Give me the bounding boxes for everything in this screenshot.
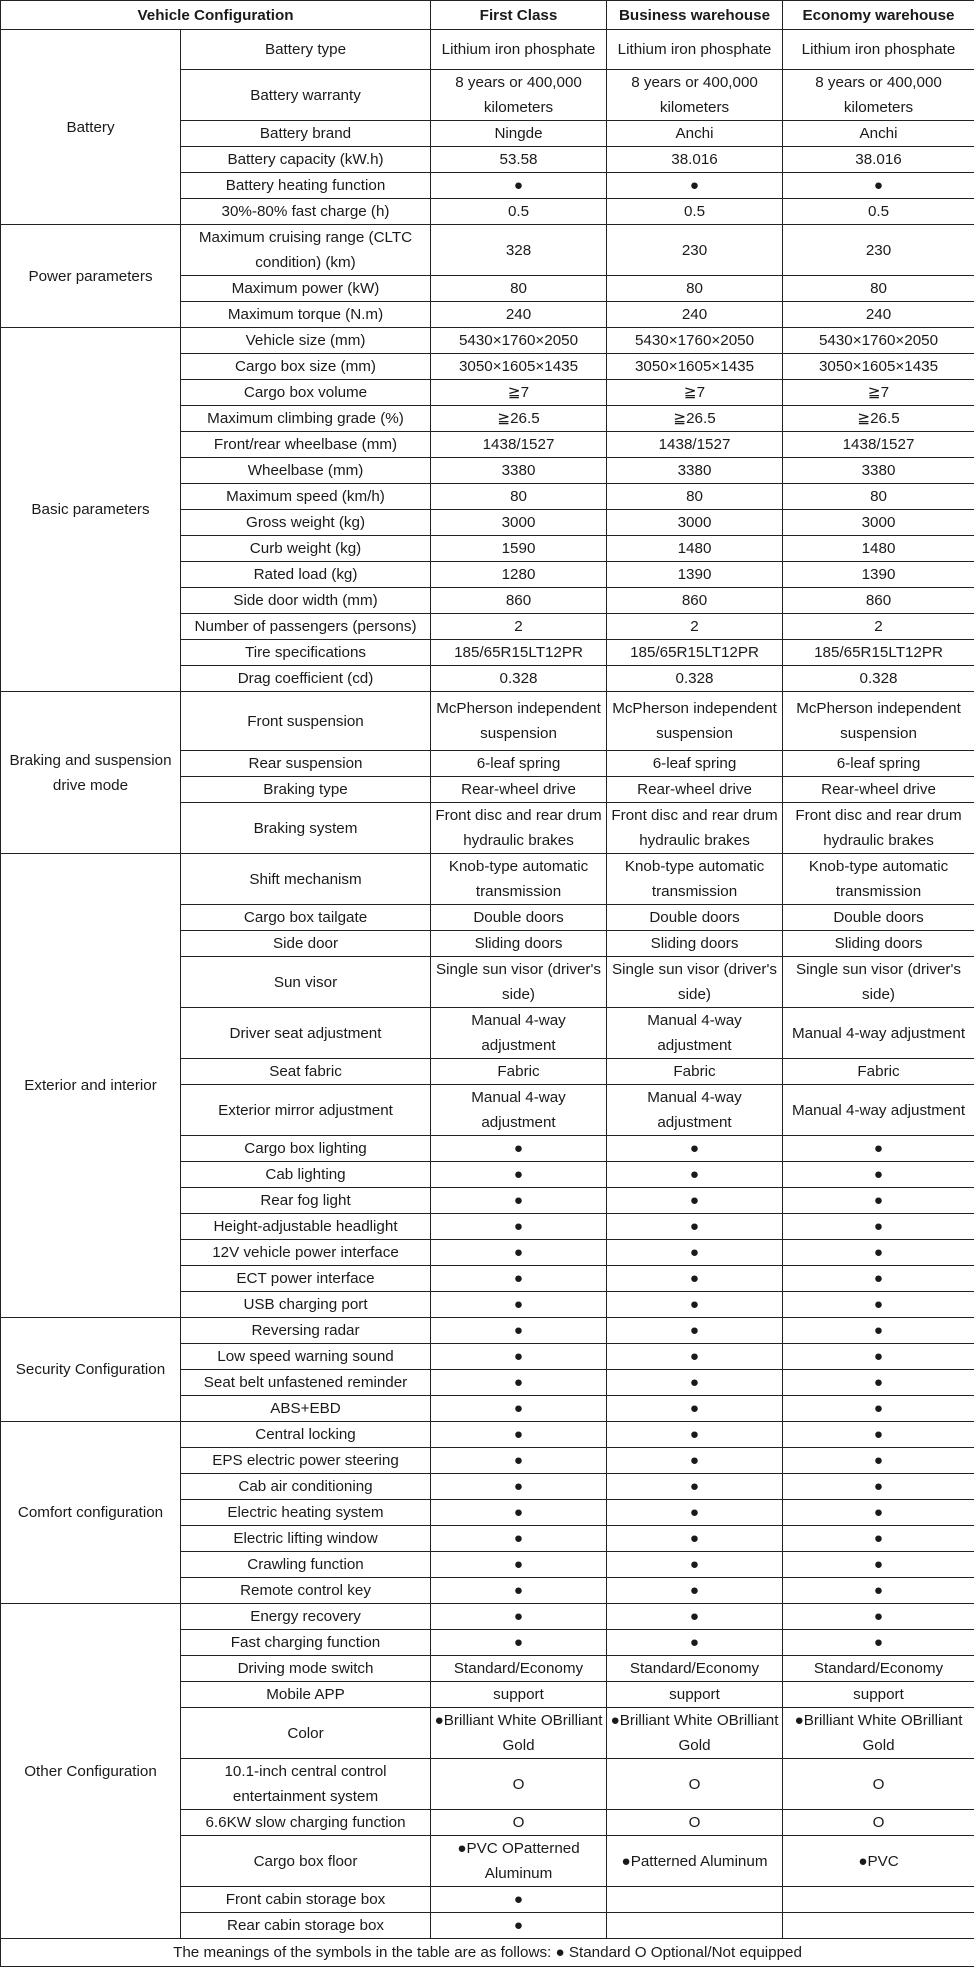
spec-value-economy: ≧7 xyxy=(783,380,974,406)
spec-value-first-class: 860 xyxy=(431,588,607,614)
spec-value-business: 1438/1527 xyxy=(607,432,783,458)
spec-label: Vehicle size (mm) xyxy=(181,328,431,354)
spec-value-business: O xyxy=(607,1759,783,1810)
spec-value-business: Rear-wheel drive xyxy=(607,777,783,803)
spec-value-economy: Lithium iron phosphate xyxy=(783,30,974,70)
spec-value-first-class: Ningde xyxy=(431,121,607,147)
spec-value-first-class: 185/65R15LT12PR xyxy=(431,640,607,666)
spec-label: Seat belt unfastened reminder xyxy=(181,1370,431,1396)
spec-row xyxy=(1,692,974,751)
spec-label: Exterior mirror adjustment xyxy=(181,1085,431,1136)
spec-value-business: ● xyxy=(607,173,783,199)
spec-value-first-class: 0.328 xyxy=(431,666,607,692)
spec-value-business: ● xyxy=(607,1396,783,1422)
spec-value-economy: ● xyxy=(783,1344,974,1370)
header-business-warehouse: Business warehouse xyxy=(607,1,783,30)
spec-value-first-class: 8 years or 400,000 kilometers xyxy=(431,70,607,121)
spec-label: Side door width (mm) xyxy=(181,588,431,614)
spec-label: Rear suspension xyxy=(181,751,431,777)
spec-value-business: ● xyxy=(607,1422,783,1448)
spec-row xyxy=(1,30,974,70)
spec-value-economy: 0.5 xyxy=(783,199,974,225)
symbol-legend-note: The meanings of the symbols in the table are as follows: ● Standard O Optional/Not equipped xyxy=(1,1939,974,1967)
spec-value-economy: Standard/Economy xyxy=(783,1656,974,1682)
spec-value-first-class: 6-leaf spring xyxy=(431,751,607,777)
spec-value-first-class: Fabric xyxy=(431,1059,607,1085)
spec-label: Wheelbase (mm) xyxy=(181,458,431,484)
spec-label: Cab lighting xyxy=(181,1162,431,1188)
spec-value-economy: 80 xyxy=(783,276,974,302)
spec-value-business: Manual 4-way adjustment xyxy=(607,1085,783,1136)
spec-value-first-class: ● xyxy=(431,173,607,199)
spec-value-economy xyxy=(783,1913,974,1939)
spec-label: 12V vehicle power interface xyxy=(181,1240,431,1266)
spec-value-first-class: ● xyxy=(431,1396,607,1422)
spec-label: Cargo box lighting xyxy=(181,1136,431,1162)
spec-value-first-class: ● xyxy=(431,1887,607,1913)
group-label: Comfort configuration xyxy=(1,1422,181,1604)
spec-value-economy: 1438/1527 xyxy=(783,432,974,458)
spec-value-business: ● xyxy=(607,1344,783,1370)
header-first-class: First Class xyxy=(431,1,607,30)
spec-value-first-class: 80 xyxy=(431,276,607,302)
spec-value-economy: Sliding doors xyxy=(783,931,974,957)
spec-value-first-class: McPherson independent suspension xyxy=(431,692,607,751)
group-label: Power parameters xyxy=(1,225,181,328)
spec-value-economy: ● xyxy=(783,1448,974,1474)
spec-value-business: Knob-type automatic transmission xyxy=(607,854,783,905)
spec-value-first-class: 240 xyxy=(431,302,607,328)
spec-value-business: ● xyxy=(607,1474,783,1500)
spec-label: Sun visor xyxy=(181,957,431,1008)
spec-value-business: ● xyxy=(607,1370,783,1396)
spec-value-business: 38.016 xyxy=(607,147,783,173)
spec-value-business: ≧26.5 xyxy=(607,406,783,432)
spec-value-business: ● xyxy=(607,1214,783,1240)
spec-value-business: McPherson independent suspension xyxy=(607,692,783,751)
spec-value-business: ● xyxy=(607,1188,783,1214)
spec-value-economy: ● xyxy=(783,1552,974,1578)
spec-label: Cargo box floor xyxy=(181,1836,431,1887)
spec-value-economy: 1480 xyxy=(783,536,974,562)
spec-value-first-class: ● xyxy=(431,1240,607,1266)
spec-value-economy: ≧26.5 xyxy=(783,406,974,432)
spec-label: Remote control key xyxy=(181,1578,431,1604)
spec-value-economy: Knob-type automatic transmission xyxy=(783,854,974,905)
spec-value-business: ● xyxy=(607,1604,783,1630)
spec-value-first-class: ●PVC OPatterned Aluminum xyxy=(431,1836,607,1887)
spec-value-first-class: 3000 xyxy=(431,510,607,536)
spec-label: Maximum climbing grade (%) xyxy=(181,406,431,432)
spec-value-economy: Manual 4-way adjustment xyxy=(783,1085,974,1136)
spec-value-first-class: support xyxy=(431,1682,607,1708)
spec-value-economy: ● xyxy=(783,1422,974,1448)
spec-value-economy: ● xyxy=(783,1162,974,1188)
spec-label: Driving mode switch xyxy=(181,1656,431,1682)
spec-label: Maximum cruising range (CLTC condition) (km) xyxy=(181,225,431,276)
spec-value-business: Front disc and rear drum hydraulic brakes xyxy=(607,803,783,854)
spec-value-first-class: ● xyxy=(431,1162,607,1188)
spec-value-economy: ●PVC xyxy=(783,1836,974,1887)
spec-value-business: ● xyxy=(607,1500,783,1526)
spec-value-first-class: ● xyxy=(431,1448,607,1474)
spec-label: Maximum torque (N.m) xyxy=(181,302,431,328)
spec-value-economy: Single sun visor (driver's side) xyxy=(783,957,974,1008)
group-label: Battery xyxy=(1,30,181,225)
spec-label: ABS+EBD xyxy=(181,1396,431,1422)
spec-label: Maximum speed (km/h) xyxy=(181,484,431,510)
spec-value-economy: ● xyxy=(783,1604,974,1630)
spec-label: 6.6KW slow charging function xyxy=(181,1810,431,1836)
spec-value-first-class: ● xyxy=(431,1630,607,1656)
spec-value-business xyxy=(607,1887,783,1913)
spec-label: Rear cabin storage box xyxy=(181,1913,431,1939)
header-vehicle-configuration: Vehicle Configuration xyxy=(1,1,431,30)
spec-value-business: 2 xyxy=(607,614,783,640)
spec-label: Cargo box tailgate xyxy=(181,905,431,931)
spec-value-first-class: Rear-wheel drive xyxy=(431,777,607,803)
spec-value-business: 860 xyxy=(607,588,783,614)
spec-value-first-class: O xyxy=(431,1810,607,1836)
spec-value-business: 1480 xyxy=(607,536,783,562)
spec-value-business: 0.5 xyxy=(607,199,783,225)
spec-label: Cargo box volume xyxy=(181,380,431,406)
spec-label: Drag coefficient (cd) xyxy=(181,666,431,692)
spec-value-first-class: ● xyxy=(431,1526,607,1552)
spec-value-economy: O xyxy=(783,1759,974,1810)
spec-label: Seat fabric xyxy=(181,1059,431,1085)
spec-value-first-class: 1590 xyxy=(431,536,607,562)
spec-label: Height-adjustable headlight xyxy=(181,1214,431,1240)
spec-value-economy: Manual 4-way adjustment xyxy=(783,1008,974,1059)
group-label: Braking and suspension drive mode xyxy=(1,692,181,854)
spec-value-first-class: Double doors xyxy=(431,905,607,931)
spec-value-business: 80 xyxy=(607,276,783,302)
spec-value-economy: 3380 xyxy=(783,458,974,484)
spec-value-first-class: 53.58 xyxy=(431,147,607,173)
spec-value-first-class: 2 xyxy=(431,614,607,640)
spec-value-business: ● xyxy=(607,1630,783,1656)
spec-label: Front/rear wheelbase (mm) xyxy=(181,432,431,458)
spec-value-first-class: 328 xyxy=(431,225,607,276)
spec-value-economy: ● xyxy=(783,1578,974,1604)
spec-value-business: ● xyxy=(607,1240,783,1266)
spec-value-first-class: Standard/Economy xyxy=(431,1656,607,1682)
spec-value-economy: ● xyxy=(783,1630,974,1656)
spec-value-economy: ● xyxy=(783,1318,974,1344)
spec-label: Battery heating function xyxy=(181,173,431,199)
spec-value-first-class: Manual 4-way adjustment xyxy=(431,1008,607,1059)
spec-label: Braking system xyxy=(181,803,431,854)
spec-value-business: ● xyxy=(607,1448,783,1474)
spec-value-business: 80 xyxy=(607,484,783,510)
spec-value-business: support xyxy=(607,1682,783,1708)
spec-value-business: 3000 xyxy=(607,510,783,536)
spec-value-economy: 38.016 xyxy=(783,147,974,173)
spec-label: Shift mechanism xyxy=(181,854,431,905)
spec-label: Gross weight (kg) xyxy=(181,510,431,536)
spec-value-business: 230 xyxy=(607,225,783,276)
spec-value-business: ●Brilliant White OBrilliant Gold xyxy=(607,1708,783,1759)
spec-value-economy: 2 xyxy=(783,614,974,640)
spec-value-first-class: O xyxy=(431,1759,607,1810)
header-row xyxy=(1,1,974,30)
spec-label: Battery type xyxy=(181,30,431,70)
spec-label: Cargo box size (mm) xyxy=(181,354,431,380)
spec-value-business: 3380 xyxy=(607,458,783,484)
spec-value-first-class: ● xyxy=(431,1500,607,1526)
spec-value-economy: ● xyxy=(783,1266,974,1292)
spec-value-economy: ● xyxy=(783,1136,974,1162)
spec-label: Front suspension xyxy=(181,692,431,751)
spec-value-economy: 1390 xyxy=(783,562,974,588)
spec-value-first-class: ● xyxy=(431,1136,607,1162)
spec-value-economy: ● xyxy=(783,1370,974,1396)
spec-value-first-class: Sliding doors xyxy=(431,931,607,957)
spec-value-economy: 6-leaf spring xyxy=(783,751,974,777)
spec-value-business: Sliding doors xyxy=(607,931,783,957)
spec-label: Braking type xyxy=(181,777,431,803)
spec-value-first-class: 80 xyxy=(431,484,607,510)
spec-value-economy: Fabric xyxy=(783,1059,974,1085)
spec-value-first-class: Front disc and rear drum hydraulic brakes xyxy=(431,803,607,854)
spec-value-first-class: 3050×1605×1435 xyxy=(431,354,607,380)
spec-value-economy: ● xyxy=(783,1500,974,1526)
spec-label: Side door xyxy=(181,931,431,957)
spec-value-economy: Rear-wheel drive xyxy=(783,777,974,803)
spec-value-business: ● xyxy=(607,1266,783,1292)
spec-value-business: Manual 4-way adjustment xyxy=(607,1008,783,1059)
spec-value-business: Single sun visor (driver's side) xyxy=(607,957,783,1008)
spec-value-economy: ● xyxy=(783,1474,974,1500)
spec-value-economy: support xyxy=(783,1682,974,1708)
spec-value-economy xyxy=(783,1887,974,1913)
spec-value-economy: ● xyxy=(783,173,974,199)
spec-value-economy: 3050×1605×1435 xyxy=(783,354,974,380)
spec-value-first-class: ● xyxy=(431,1214,607,1240)
spec-value-first-class: ● xyxy=(431,1422,607,1448)
spec-value-economy: 5430×1760×2050 xyxy=(783,328,974,354)
spec-value-economy: 8 years or 400,000 kilometers xyxy=(783,70,974,121)
spec-value-business: ● xyxy=(607,1292,783,1318)
spec-value-economy: Front disc and rear drum hydraulic brakes xyxy=(783,803,974,854)
spec-label: Number of passengers (persons) xyxy=(181,614,431,640)
spec-value-first-class: ● xyxy=(431,1370,607,1396)
header-economy-warehouse: Economy warehouse xyxy=(783,1,974,30)
spec-row xyxy=(1,1318,974,1344)
spec-value-business: 0.328 xyxy=(607,666,783,692)
spec-row xyxy=(1,1422,974,1448)
spec-label: Tire specifications xyxy=(181,640,431,666)
spec-value-first-class: Single sun visor (driver's side) xyxy=(431,957,607,1008)
spec-label: Curb weight (kg) xyxy=(181,536,431,562)
spec-label: 10.1-inch central control entertainment system xyxy=(181,1759,431,1810)
spec-label: Cab air conditioning xyxy=(181,1474,431,1500)
spec-row xyxy=(1,854,974,905)
spec-value-first-class: 0.5 xyxy=(431,199,607,225)
spec-label: Crawling function xyxy=(181,1552,431,1578)
spec-value-business: 8 years or 400,000 kilometers xyxy=(607,70,783,121)
spec-label: Maximum power (kW) xyxy=(181,276,431,302)
spec-value-economy: 80 xyxy=(783,484,974,510)
spec-label: Battery warranty xyxy=(181,70,431,121)
spec-label: Driver seat adjustment xyxy=(181,1008,431,1059)
spec-value-economy: Double doors xyxy=(783,905,974,931)
spec-value-business: O xyxy=(607,1810,783,1836)
spec-value-first-class: ● xyxy=(431,1604,607,1630)
spec-value-first-class: 1280 xyxy=(431,562,607,588)
spec-label: Low speed warning sound xyxy=(181,1344,431,1370)
spec-label: Electric lifting window xyxy=(181,1526,431,1552)
spec-value-first-class: ≧26.5 xyxy=(431,406,607,432)
spec-value-business: 5430×1760×2050 xyxy=(607,328,783,354)
spec-value-economy: 3000 xyxy=(783,510,974,536)
spec-value-economy: Anchi xyxy=(783,121,974,147)
spec-value-economy: 0.328 xyxy=(783,666,974,692)
spec-value-economy: 185/65R15LT12PR xyxy=(783,640,974,666)
spec-value-business: ● xyxy=(607,1318,783,1344)
spec-value-first-class: Knob-type automatic transmission xyxy=(431,854,607,905)
spec-value-business: Fabric xyxy=(607,1059,783,1085)
spec-row xyxy=(1,328,974,354)
spec-value-first-class: 1438/1527 xyxy=(431,432,607,458)
spec-body xyxy=(1,30,974,1939)
spec-value-first-class: ● xyxy=(431,1578,607,1604)
spec-value-economy: 240 xyxy=(783,302,974,328)
spec-label: Central locking xyxy=(181,1422,431,1448)
spec-value-business: 185/65R15LT12PR xyxy=(607,640,783,666)
spec-value-business: Standard/Economy xyxy=(607,1656,783,1682)
spec-value-first-class: ● xyxy=(431,1474,607,1500)
spec-label: Mobile APP xyxy=(181,1682,431,1708)
spec-value-business: ● xyxy=(607,1136,783,1162)
spec-value-first-class: ● xyxy=(431,1913,607,1939)
spec-value-economy: 230 xyxy=(783,225,974,276)
spec-label: Battery capacity (kW.h) xyxy=(181,147,431,173)
spec-value-business: ●Patterned Aluminum xyxy=(607,1836,783,1887)
spec-value-first-class: ●Brilliant White OBrilliant Gold xyxy=(431,1708,607,1759)
spec-value-economy: ● xyxy=(783,1188,974,1214)
spec-value-economy: ● xyxy=(783,1292,974,1318)
spec-value-first-class: 3380 xyxy=(431,458,607,484)
spec-value-first-class: ● xyxy=(431,1188,607,1214)
spec-row xyxy=(1,1604,974,1630)
spec-value-business: 3050×1605×1435 xyxy=(607,354,783,380)
spec-row xyxy=(1,225,974,276)
spec-value-first-class: 5430×1760×2050 xyxy=(431,328,607,354)
spec-value-economy: ●Brilliant White OBrilliant Gold xyxy=(783,1708,974,1759)
spec-value-economy: ● xyxy=(783,1526,974,1552)
spec-value-first-class: ● xyxy=(431,1292,607,1318)
spec-value-business: 6-leaf spring xyxy=(607,751,783,777)
spec-value-economy: ● xyxy=(783,1214,974,1240)
spec-label: ECT power interface xyxy=(181,1266,431,1292)
spec-label: Rear fog light xyxy=(181,1188,431,1214)
group-label: Basic parameters xyxy=(1,328,181,692)
group-label: Exterior and interior xyxy=(1,854,181,1318)
group-label: Security Configuration xyxy=(1,1318,181,1422)
spec-value-business: Double doors xyxy=(607,905,783,931)
spec-value-business: ● xyxy=(607,1526,783,1552)
spec-value-business: ● xyxy=(607,1578,783,1604)
spec-value-business: 240 xyxy=(607,302,783,328)
spec-value-business: Anchi xyxy=(607,121,783,147)
spec-value-business: ● xyxy=(607,1552,783,1578)
spec-value-economy: O xyxy=(783,1810,974,1836)
spec-value-economy: ● xyxy=(783,1240,974,1266)
spec-value-first-class: ● xyxy=(431,1344,607,1370)
spec-label: Fast charging function xyxy=(181,1630,431,1656)
spec-value-first-class: ≧7 xyxy=(431,380,607,406)
spec-value-first-class: Lithium iron phosphate xyxy=(431,30,607,70)
spec-label: Rated load (kg) xyxy=(181,562,431,588)
spec-label: Energy recovery xyxy=(181,1604,431,1630)
spec-value-economy: McPherson independent suspension xyxy=(783,692,974,751)
spec-value-economy: 860 xyxy=(783,588,974,614)
spec-value-business: Lithium iron phosphate xyxy=(607,30,783,70)
spec-value-business: ≧7 xyxy=(607,380,783,406)
spec-value-first-class: ● xyxy=(431,1318,607,1344)
spec-label: Electric heating system xyxy=(181,1500,431,1526)
spec-label: Color xyxy=(181,1708,431,1759)
spec-value-first-class: ● xyxy=(431,1266,607,1292)
group-label: Other Configuration xyxy=(1,1604,181,1939)
spec-value-business xyxy=(607,1913,783,1939)
footnote-row xyxy=(1,1939,974,1967)
spec-value-first-class: ● xyxy=(431,1552,607,1578)
spec-label: Front cabin storage box xyxy=(181,1887,431,1913)
spec-label: Reversing radar xyxy=(181,1318,431,1344)
spec-value-economy: ● xyxy=(783,1396,974,1422)
spec-label: EPS electric power steering xyxy=(181,1448,431,1474)
spec-value-business: ● xyxy=(607,1162,783,1188)
spec-value-first-class: Manual 4-way adjustment xyxy=(431,1085,607,1136)
spec-label: USB charging port xyxy=(181,1292,431,1318)
spec-label: 30%-80% fast charge (h) xyxy=(181,199,431,225)
spec-label: Battery brand xyxy=(181,121,431,147)
spec-value-business: 1390 xyxy=(607,562,783,588)
